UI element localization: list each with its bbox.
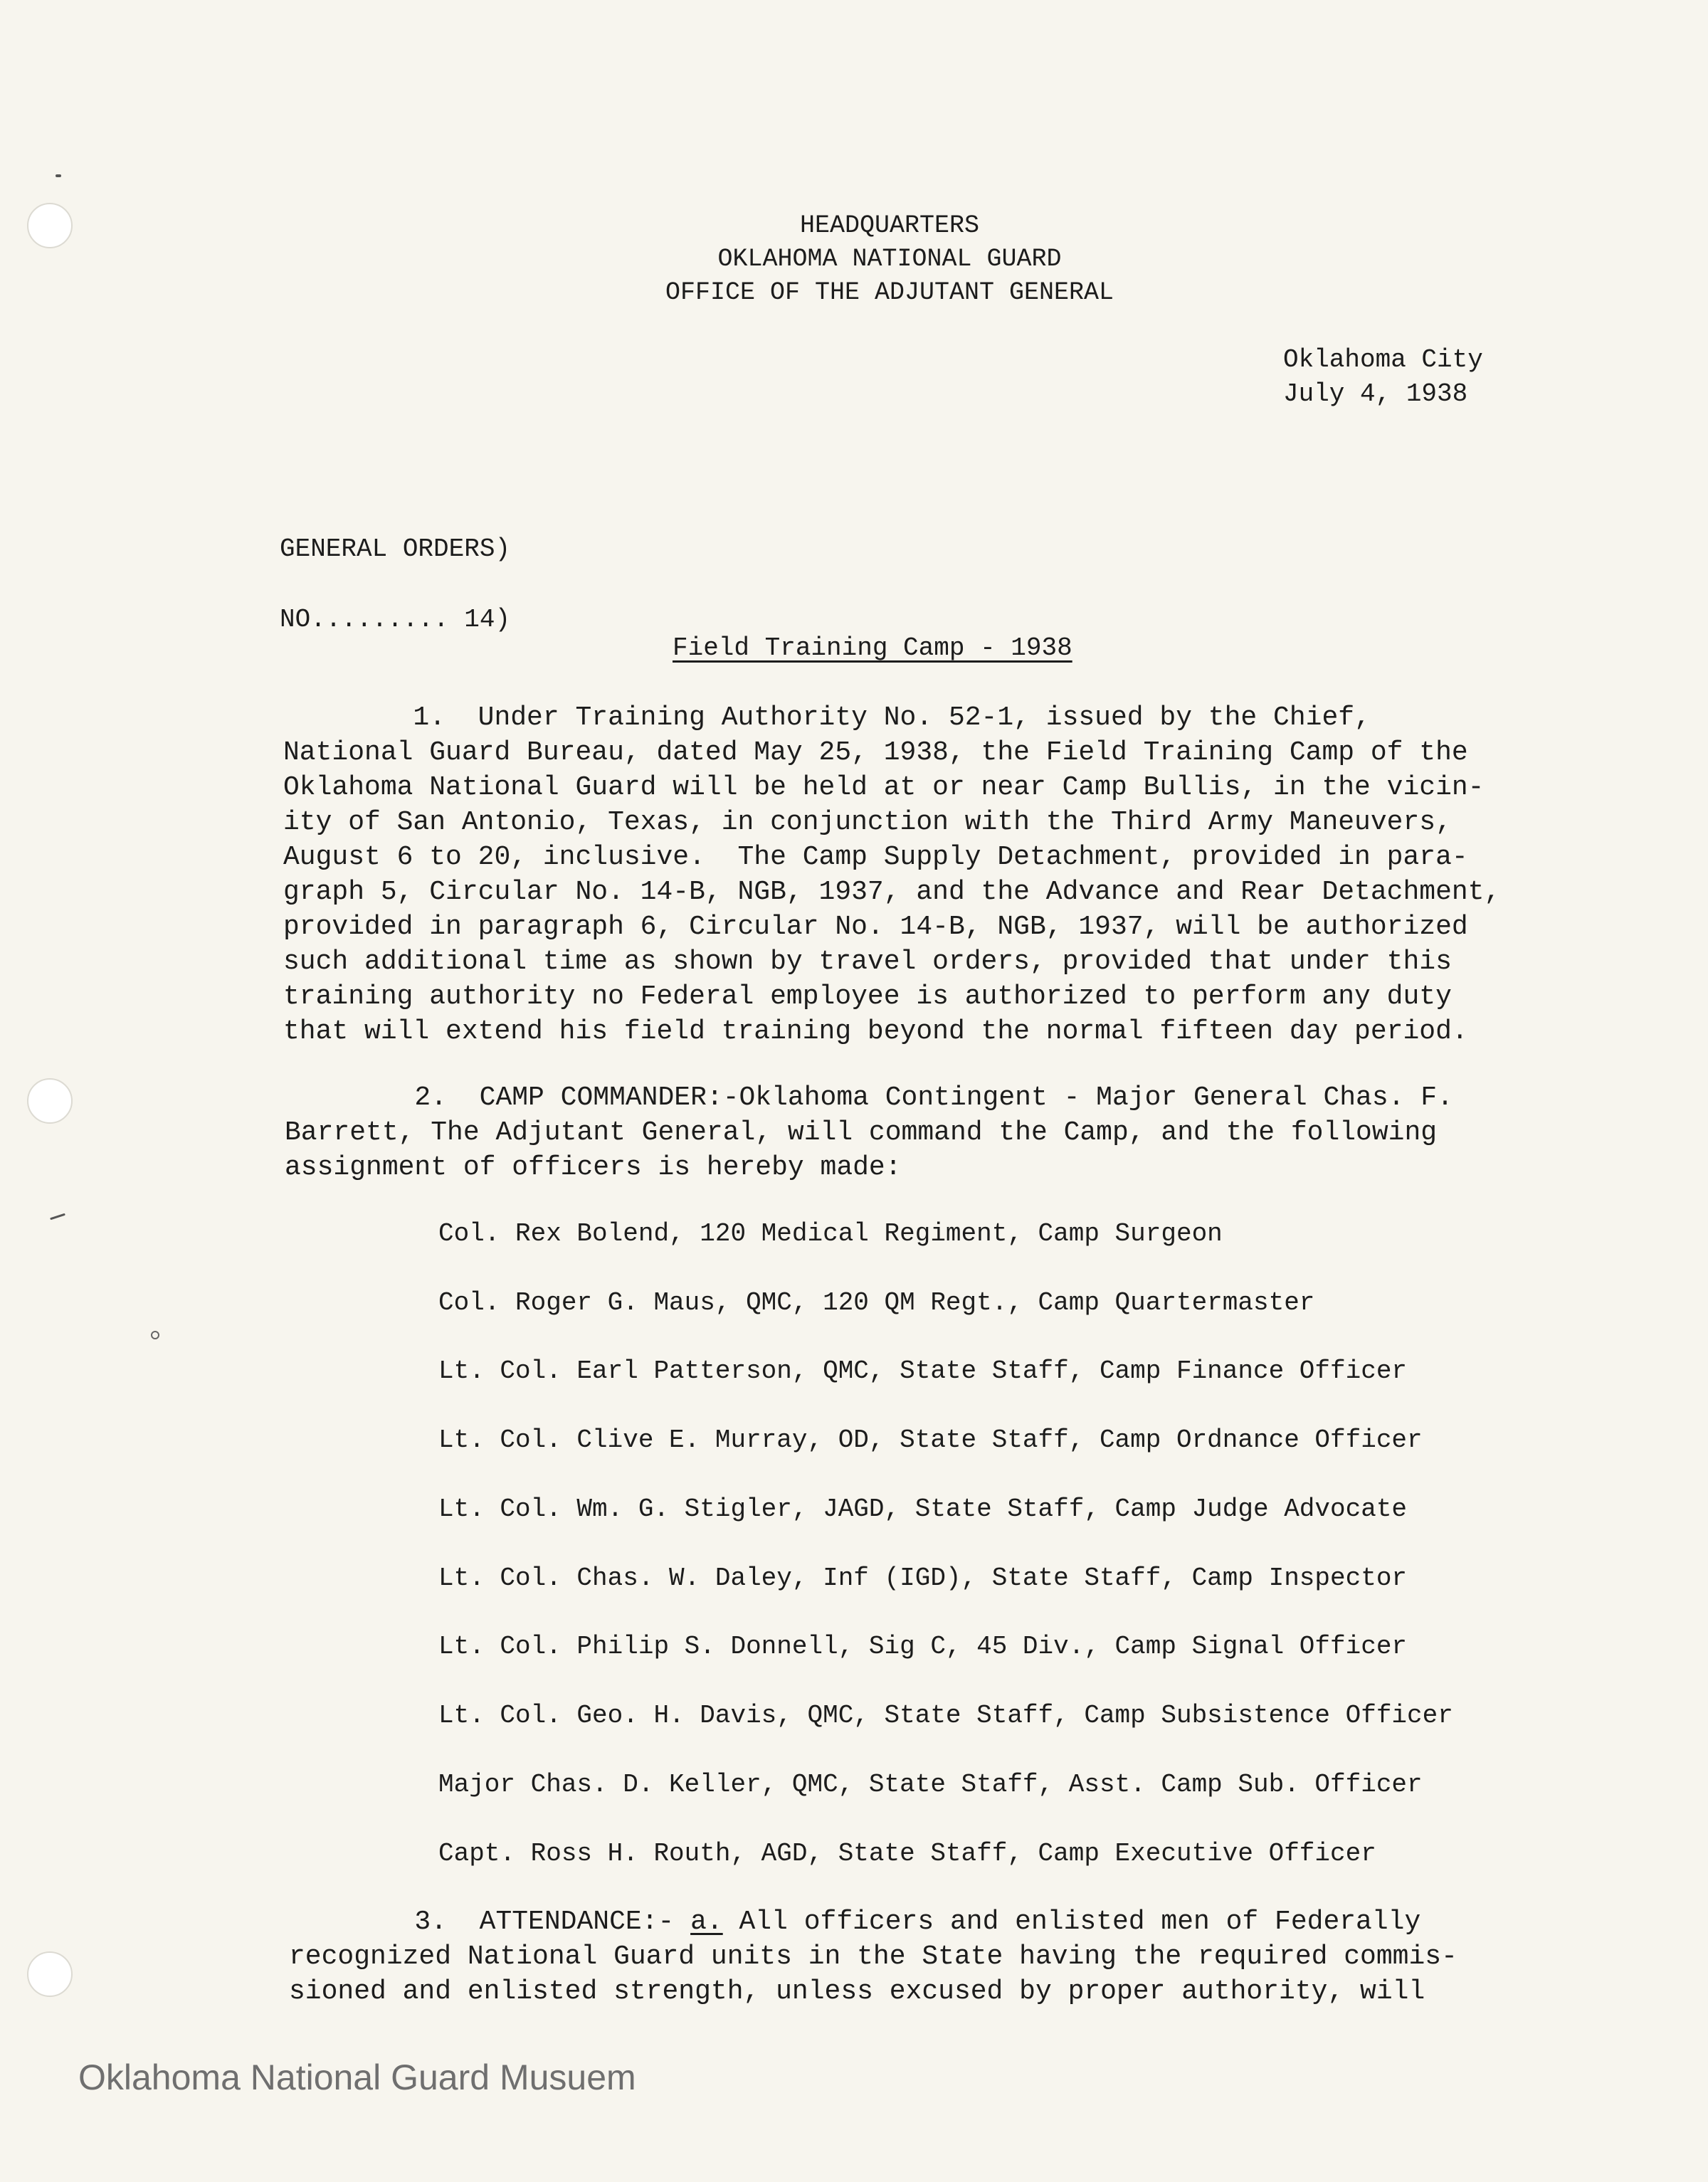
paragraph-3-lead: 3. ATTENDANCE:- [285,1907,691,1937]
punch-hole-middle [27,1078,73,1124]
document-title: Field Training Camp - 1938 [673,633,1072,663]
edge-mark [151,1331,159,1339]
paragraph-3-first-line [285,1904,1420,1939]
officer-assignment: Lt. Col. Earl Patterson, QMC, State Staff, Camp Finance Officer [438,1356,1408,1386]
letterhead-line-3: OFFICE OF THE ADJUTANT GENERAL [665,278,1114,307]
dateline-city: Oklahoma City [1283,345,1483,374]
dateline-date: July 4, 1938 [1283,379,1468,409]
punch-hole-bottom [27,1951,73,1997]
letterhead-line-1: HEADQUARTERS [799,211,980,240]
officer-assignment: Lt. Col. Wm. G. Stigler, JAGD, State Staff, Camp Judge Advocate [438,1495,1408,1524]
officer-assignment: Lt. Col. Clive E. Murray, OD, State Staff, Camp Ordnance Officer [438,1425,1423,1455]
edge-mark [50,1213,65,1221]
officer-assignment: Capt. Ross H. Routh, AGD, State Staff, Camp Executive Officer [438,1839,1376,1868]
paragraph-3-subsection: a. [690,1907,723,1937]
general-orders-label: GENERAL ORDERS) [280,534,511,564]
letterhead-line-2: OKLAHOMA NATIONAL GUARD [717,245,1062,273]
officer-assignment: Lt. Col. Geo. H. Davis, QMC, State Staff, Camp Subsistence Officer [438,1701,1453,1730]
officer-assignment: Lt. Col. Philip S. Donnell, Sig C, 45 Div., Camp Signal Officer [438,1632,1408,1661]
museum-watermark: Oklahoma National Guard Musuem [78,2057,636,2097]
general-orders-number: NO......... 14) [280,605,511,634]
officer-assignment: Col. Roger G. Maus, QMC, 120 QM Regt., Camp Quartermaster [438,1288,1315,1317]
officer-assignment: Col. Rex Bolend, 120 Medical Regiment, Camp Surgeon [438,1219,1223,1248]
paragraph-2: 2. CAMP COMMANDER:-Oklahoma Contingent - Major General Chas. F. Barrett, The Adjutant General, will command the Camp, and the following assignment of officers is hereby made: [285,1082,1453,1183]
officer-assignment: Major Chas. D. Keller, QMC, State Staff, Asst. Camp Sub. Officer [438,1770,1423,1799]
paragraph-3-continuation: recognized National Guard units in the State having the required commis- sioned and enlisted strength, unless excused by proper authority, will [289,1941,1457,2007]
paragraph-1: 1. Under Training Authority No. 52-1, issued by the Chief, National Guard Bureau, dated May 25, 1938, the Field Training Camp of the Oklahoma National Guard will be held at or near Camp Bullis, in the vicin- ity of San Antonio, Texas, in conjunction with the Third Army Maneuvers, August 6 to 20, inclusive. The Camp Supply Detachment, provided in para- graph 5, Circular No. 14-B, NGB, 1937, and the Advance and Rear Detachment, provided in paragraph 6, Circular No. 14-B, NGB, 1937, will be authorized such additional time as shown by travel orders, provided that under this training authority no Federal employee is authorized to perform any duty that will extend his field training beyond the normal fifteen day period. [283,702,1501,1047]
paragraph-3-rest: All officers and enlisted men of Federally [722,1907,1421,1937]
officer-assignment: Lt. Col. Chas. W. Daley, Inf (IGD), State Staff, Camp Inspector [438,1564,1408,1593]
edge-mark [56,174,61,177]
